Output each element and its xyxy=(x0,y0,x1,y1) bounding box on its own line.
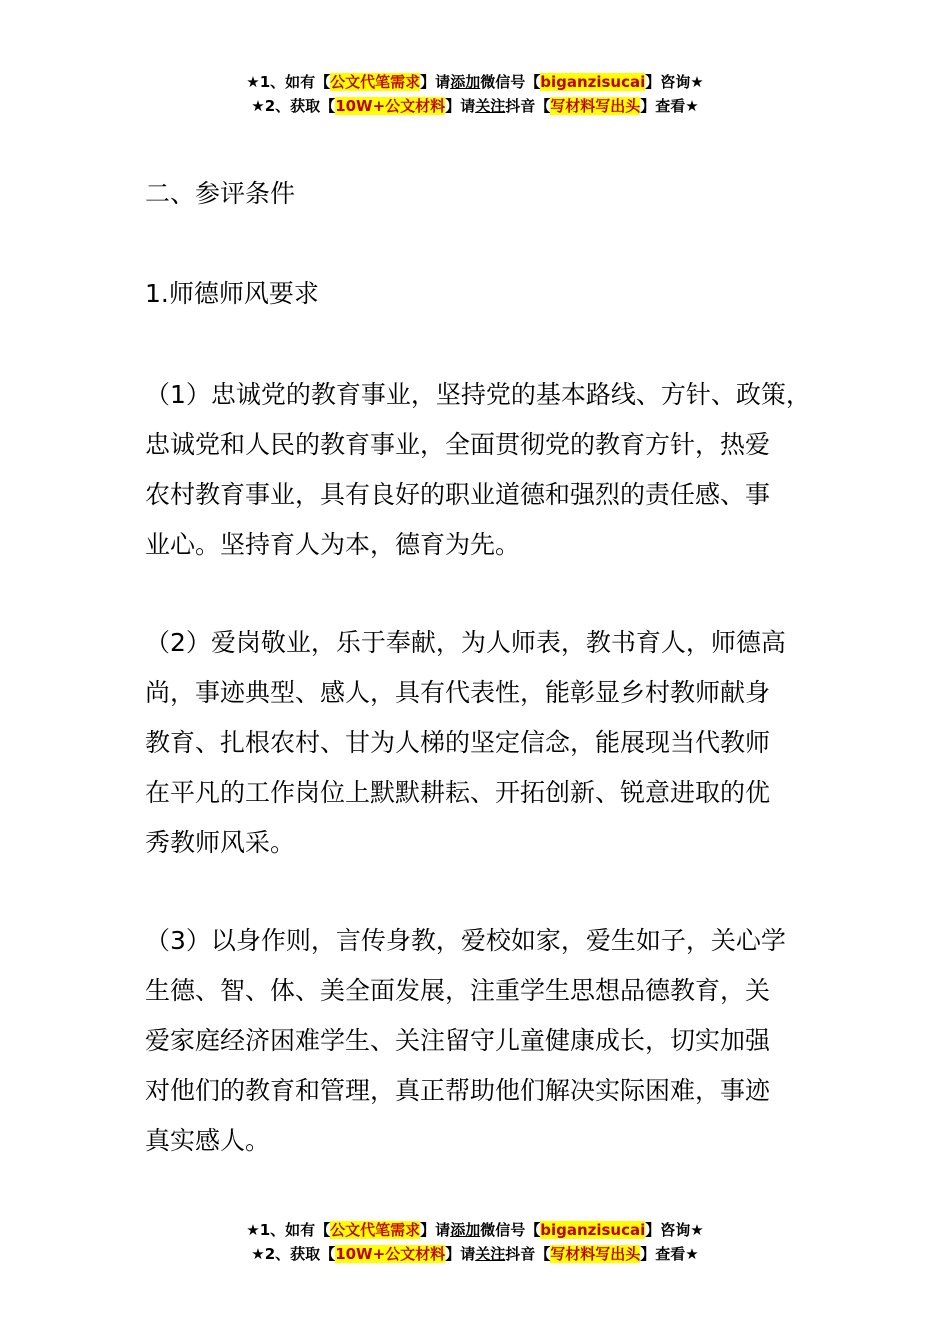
section-title: 二、参评条件 xyxy=(145,179,296,208)
subsection-title: 1.师德师风要求 xyxy=(145,279,319,308)
banner-text: 】请 xyxy=(420,1221,451,1239)
banner-text: ★2、获取【 xyxy=(251,97,336,115)
banner-line-1 xyxy=(0,70,950,94)
banner-highlight: 10W+公文材料 xyxy=(335,1245,446,1263)
paragraph-line: 真实感人。 xyxy=(145,1126,271,1155)
banner-highlight: biganzisucai xyxy=(540,1221,646,1239)
paragraph-line: （2）爱岗敬业，乐于奉献，为人师表，教书育人，师德高 xyxy=(145,628,786,657)
banner-text: 】请 xyxy=(445,97,476,115)
banner-text: 微信号【 xyxy=(480,73,541,91)
banner-text: ★1、如有【 xyxy=(246,1221,331,1239)
paragraph-1 xyxy=(145,370,835,570)
banner-highlight: 10W+公文材料 xyxy=(335,97,446,115)
banner-emphasis: 关注 xyxy=(475,1245,506,1263)
banner-text: 微信号【 xyxy=(480,1221,541,1239)
banner-line-1 xyxy=(0,1218,950,1242)
banner-highlight: 写材料写出头 xyxy=(550,1245,641,1263)
paragraph-line: 秀教师风采。 xyxy=(145,828,296,857)
paragraph-line: 忠诚党和人民的教育事业，全面贯彻党的教育方针，热爱 xyxy=(145,430,771,459)
paragraph-line: 农村教育事业，具有良好的职业道德和强烈的责任感、事 xyxy=(145,480,771,509)
footer-banner xyxy=(0,1218,950,1266)
banner-emphasis: 添加 xyxy=(450,73,481,91)
paragraph-line: （1）忠诚党的教育事业，坚持党的基本路线、方针、政策， xyxy=(145,380,811,409)
banner-text: ★1、如有【 xyxy=(246,73,331,91)
paragraph-line: 在平凡的工作岗位上默默耕耘、开拓创新、锐意进取的优 xyxy=(145,778,771,807)
banner-highlight: 公文代笔需求 xyxy=(330,1221,421,1239)
banner-text: 】请 xyxy=(420,73,451,91)
banner-emphasis: 添加 xyxy=(450,1221,481,1239)
banner-line-2 xyxy=(0,94,950,118)
banner-highlight: biganzisucai xyxy=(540,73,646,91)
banner-text: 】咨询★ xyxy=(645,73,704,91)
banner-text: 】查看★ xyxy=(640,1245,699,1263)
paragraph-line: 尚，事迹典型、感人，具有代表性，能彰显乡村教师献身 xyxy=(145,678,771,707)
header-banner xyxy=(0,70,950,118)
banner-text: 】查看★ xyxy=(640,97,699,115)
paragraph-line: 教育、扎根农村、甘为人梯的坚定信念，能展现当代教师 xyxy=(145,728,771,757)
paragraph-2 xyxy=(145,618,835,868)
banner-emphasis: 关注 xyxy=(475,97,506,115)
paragraph-line: 业心。坚持育人为本，德育为先。 xyxy=(145,530,521,559)
banner-line-2 xyxy=(0,1242,950,1266)
banner-text: 抖音【 xyxy=(505,1245,551,1263)
paragraph-line: 爱家庭经济困难学生、关注留守儿童健康成长，切实加强 xyxy=(145,1026,771,1055)
banner-text: 抖音【 xyxy=(505,97,551,115)
banner-text: 】请 xyxy=(445,1245,476,1263)
banner-text: 】咨询★ xyxy=(645,1221,704,1239)
banner-highlight: 写材料写出头 xyxy=(550,97,641,115)
banner-highlight: 公文代笔需求 xyxy=(330,73,421,91)
paragraph-line: 对他们的教育和管理，真正帮助他们解决实际困难，事迹 xyxy=(145,1076,771,1105)
paragraph-line: （3）以身作则，言传身教，爱校如家，爱生如子，关心学 xyxy=(145,926,786,955)
paragraph-3 xyxy=(145,916,835,1166)
paragraph-line: 生德、智、体、美全面发展，注重学生思想品德教育，关 xyxy=(145,976,771,1005)
banner-text: ★2、获取【 xyxy=(251,1245,336,1263)
